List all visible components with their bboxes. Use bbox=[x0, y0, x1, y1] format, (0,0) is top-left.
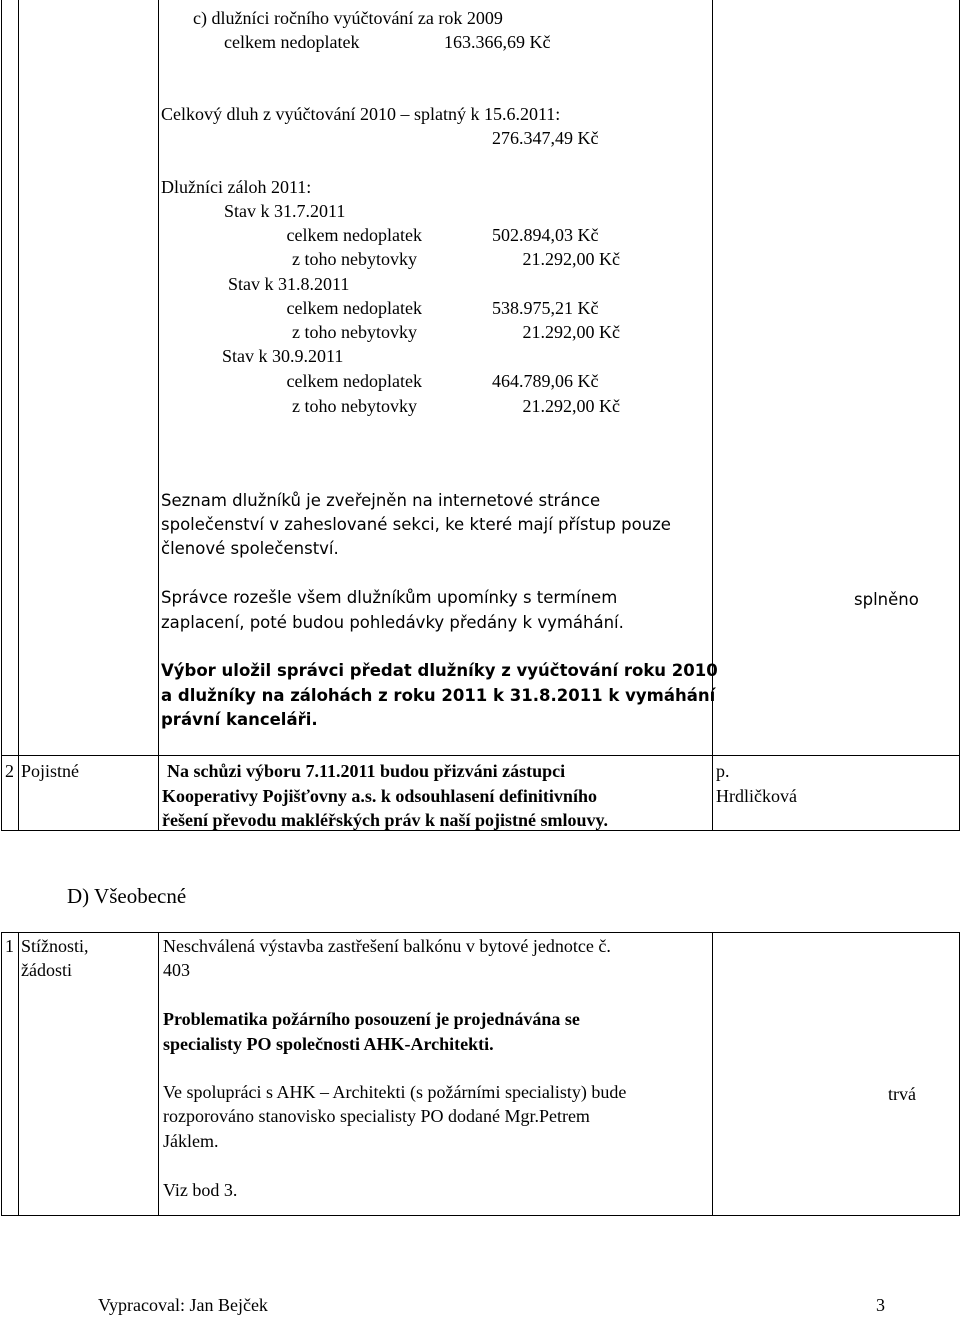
table2-border-col1 bbox=[18, 932, 19, 1216]
state-nonres-value: 21.292,00 Kč bbox=[522, 322, 620, 342]
state-total-label: celkem nedoplatek bbox=[286, 225, 422, 245]
table2-border-col3 bbox=[712, 932, 713, 1216]
row-text-line: Problematika požárního posouzení je projednávána se bbox=[163, 1009, 580, 1029]
row-text-line: Ve spolupráci s AHK – Architekti (s požárními specialisty) bude bbox=[163, 1082, 627, 1102]
state-total-value: 538.975,21 Kč bbox=[492, 298, 599, 318]
note-line: Správce rozešle všem dlužníkům upomínky s termínem bbox=[161, 588, 618, 607]
row-topic: žádosti bbox=[21, 960, 72, 980]
committee-line: Výbor uložil správci předat dlužníky z vyúčtování roku 2010 bbox=[161, 661, 718, 680]
responsible-person: Hrdličková bbox=[716, 786, 797, 806]
row-text-line: řešení převodu makléřských práv k naší pojistné smlouvy. bbox=[162, 810, 609, 830]
table2-border-left bbox=[1, 932, 2, 1216]
status-badge: trvá bbox=[888, 1084, 916, 1104]
section-c-total-label: celkem nedoplatek bbox=[224, 32, 360, 52]
table-border-col1 bbox=[18, 0, 19, 831]
note-line: Seznam dlužníků je zveřejněn na internetové stránce bbox=[161, 491, 601, 510]
section-c-title: c) dlužníci ročního vyúčtování za rok 2009 bbox=[193, 8, 503, 28]
row-text-line: Viz bod 3. bbox=[163, 1180, 238, 1200]
state-date: Stav k 31.7.2011 bbox=[224, 201, 346, 221]
state-nonres-label: z toho nebytovky bbox=[292, 249, 417, 269]
note-line: zaplacení, poté budou pohledávky předány k vymáhání. bbox=[161, 613, 624, 632]
page-number: 3 bbox=[876, 1295, 885, 1315]
table-border-left bbox=[1, 0, 2, 831]
row-text-line: 403 bbox=[163, 960, 190, 980]
table-row-divider bbox=[1, 755, 960, 756]
note-line: členové společenství. bbox=[161, 539, 339, 558]
state-date: Stav k 30.9.2011 bbox=[222, 346, 344, 366]
state-total-value: 502.894,03 Kč bbox=[492, 225, 599, 245]
row-number: 1 bbox=[5, 936, 14, 956]
state-nonres-label: z toho nebytovky bbox=[292, 322, 417, 342]
section-c-total-value: 163.366,69 Kč bbox=[444, 32, 551, 52]
row-topic: Stížnosti, bbox=[21, 936, 89, 956]
table2-border-col2 bbox=[158, 932, 159, 1216]
state-total-label: celkem nedoplatek bbox=[286, 371, 422, 391]
footer-author: Vypracoval: Jan Bejček bbox=[98, 1295, 268, 1315]
status-badge: splněno bbox=[854, 590, 919, 609]
row-text-line: specialisty PO společnosti AHK-Architekti. bbox=[163, 1034, 494, 1054]
row-number: 2 bbox=[5, 761, 14, 781]
advances-title: Dlužníci záloh 2011: bbox=[161, 177, 312, 197]
state-nonres-value: 21.292,00 Kč bbox=[522, 396, 620, 416]
row-text-line: Neschválená výstavba zastřešení balkónu v bytové jednotce č. bbox=[163, 936, 611, 956]
committee-line: a dlužníky na zálohách z roku 2011 k 31.8.2011 k vymáhání bbox=[161, 686, 716, 705]
row-text-line: rozporováno stanovisko specialisty PO dodané Mgr.Petrem bbox=[163, 1106, 590, 1126]
responsible-person: p. bbox=[716, 761, 730, 781]
total-debt-label: Celkový dluh z vyúčtování 2010 – splatný k 15.6.2011: bbox=[161, 104, 561, 124]
total-debt-value: 276.347,49 Kč bbox=[492, 128, 599, 148]
section-d-heading: D) Všeobecné bbox=[67, 884, 187, 908]
table2-border-bottom bbox=[1, 1215, 960, 1216]
row-text-line: Jáklem. bbox=[163, 1131, 219, 1151]
note-line: společenství v zaheslované sekci, ke které mají přístup pouze bbox=[161, 515, 671, 534]
row-text-line: Na schůzi výboru 7.11.2011 budou přizváni zástupci bbox=[167, 761, 566, 781]
state-total-label: celkem nedoplatek bbox=[286, 298, 422, 318]
table-border-col2 bbox=[158, 0, 159, 831]
table2-border-top bbox=[1, 932, 960, 933]
state-total-value: 464.789,06 Kč bbox=[492, 371, 599, 391]
state-date: Stav k 31.8.2011 bbox=[228, 274, 350, 294]
state-nonres-value: 21.292,00 Kč bbox=[522, 249, 620, 269]
committee-line: právní kanceláři. bbox=[161, 710, 318, 729]
row-text-line: Kooperativy Pojišťovny a.s. k odsouhlasení definitivního bbox=[162, 786, 597, 806]
row-topic: Pojistné bbox=[21, 761, 80, 781]
state-nonres-label: z toho nebytovky bbox=[292, 396, 417, 416]
